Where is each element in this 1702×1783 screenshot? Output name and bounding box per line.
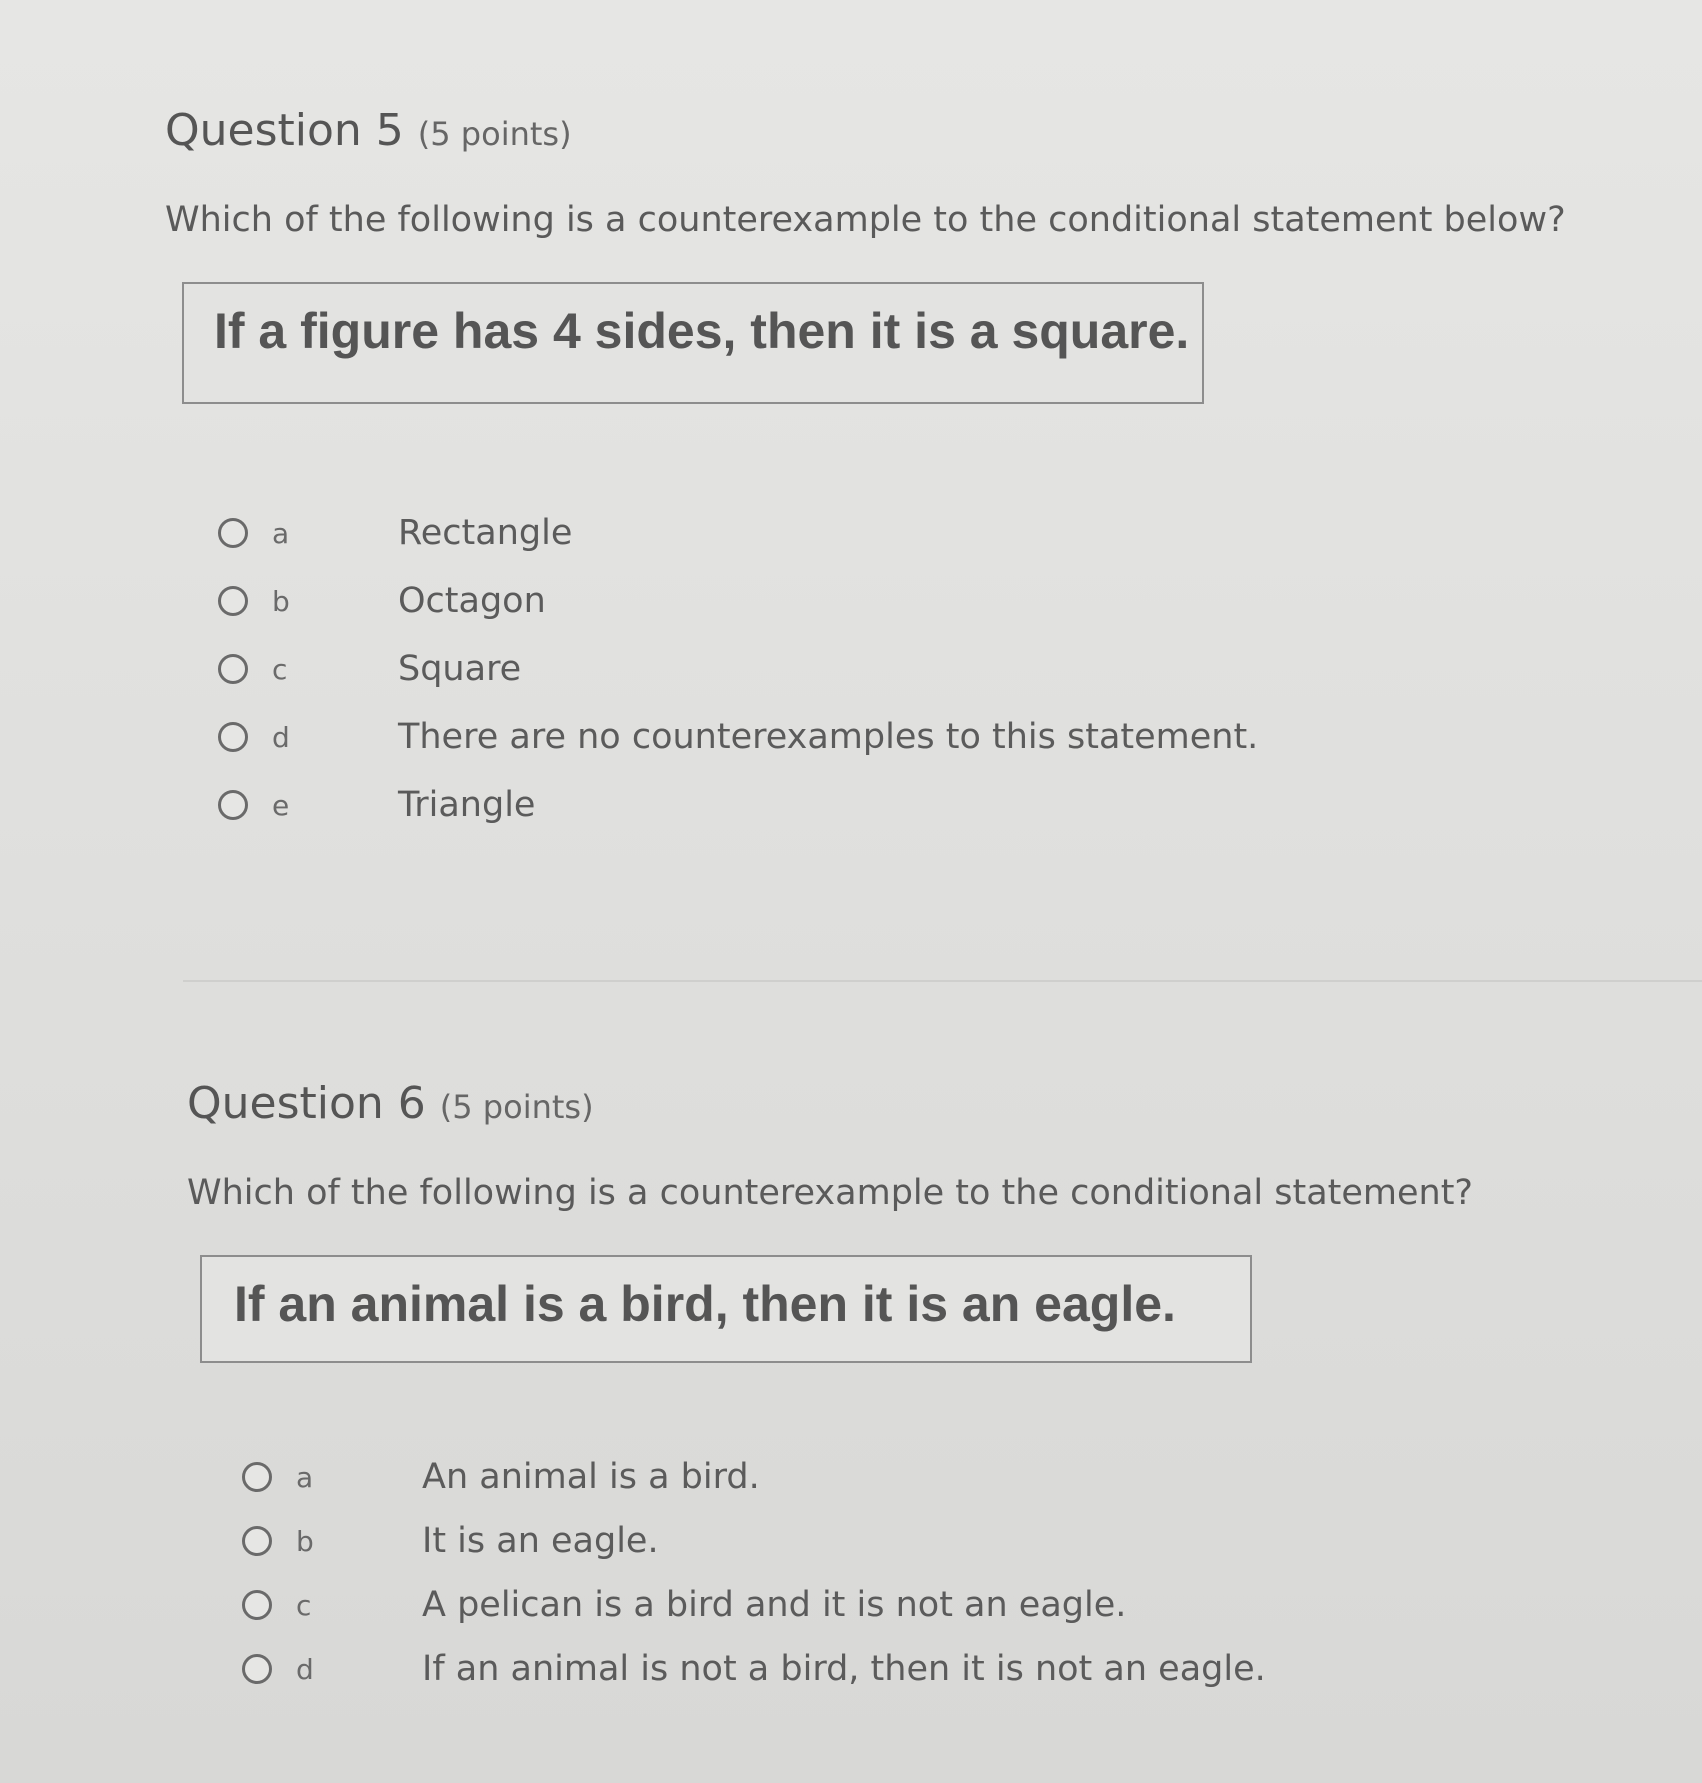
radio-button[interactable]	[218, 790, 248, 820]
radio-button[interactable]	[218, 586, 248, 616]
answer-option-b[interactable]	[218, 567, 1565, 635]
option-text: If an animal is not a bird, then it is not an eagle.	[422, 1649, 1266, 1689]
question-points: (5 points)	[417, 115, 572, 153]
answer-option-c[interactable]	[218, 635, 1565, 703]
radio-button[interactable]	[218, 518, 248, 548]
radio-button[interactable]	[242, 1590, 272, 1620]
question-prompt: Which of the following is a counterexample to the conditional statement?	[187, 1173, 1474, 1213]
option-text: Octagon	[398, 581, 546, 621]
radio-button[interactable]	[218, 722, 248, 752]
option-text: It is an eagle.	[422, 1521, 659, 1561]
radio-button[interactable]	[218, 654, 248, 684]
answer-option-a[interactable]	[218, 499, 1565, 567]
conditional-statement-box: If a figure has 4 sides, then it is a square.	[182, 282, 1204, 404]
answer-option-d[interactable]	[218, 703, 1565, 771]
answer-options	[218, 499, 1565, 839]
answer-option-b[interactable]	[242, 1509, 1587, 1573]
radio-button[interactable]	[242, 1654, 272, 1684]
option-letter: d	[296, 1652, 314, 1686]
option-letter: a	[272, 516, 290, 550]
option-text: Triangle	[398, 785, 536, 825]
question-header	[187, 1078, 1587, 1129]
option-text: Rectangle	[398, 513, 573, 553]
conditional-statement-box: If an animal is a bird, then it is an eagle.	[200, 1255, 1252, 1363]
option-text: An animal is a bird.	[422, 1457, 760, 1497]
answer-option-a[interactable]	[242, 1445, 1587, 1509]
answer-options	[242, 1445, 1587, 1701]
question-title: Question 5	[165, 105, 404, 156]
option-letter: d	[272, 720, 290, 754]
option-text: Square	[398, 649, 522, 689]
section-divider	[183, 980, 1702, 982]
answer-option-d[interactable]	[242, 1637, 1587, 1701]
option-letter: c	[272, 652, 288, 686]
option-letter: a	[296, 1460, 314, 1494]
question-points: (5 points)	[439, 1088, 594, 1126]
option-letter: e	[272, 788, 290, 822]
option-letter: b	[296, 1524, 314, 1558]
radio-button[interactable]	[242, 1462, 272, 1492]
option-letter: c	[296, 1588, 312, 1622]
option-text: A pelican is a bird and it is not an eagle.	[422, 1585, 1127, 1625]
question-header	[165, 105, 1565, 156]
option-letter: b	[272, 584, 290, 618]
question-6	[187, 1078, 1587, 1701]
answer-option-c[interactable]	[242, 1573, 1587, 1637]
answer-option-e[interactable]	[218, 771, 1565, 839]
option-text: There are no counterexamples to this statement.	[398, 717, 1259, 757]
question-prompt: Which of the following is a counterexample to the conditional statement below?	[165, 200, 1566, 240]
question-title: Question 6	[187, 1078, 426, 1129]
question-5	[165, 105, 1565, 839]
radio-button[interactable]	[242, 1526, 272, 1556]
